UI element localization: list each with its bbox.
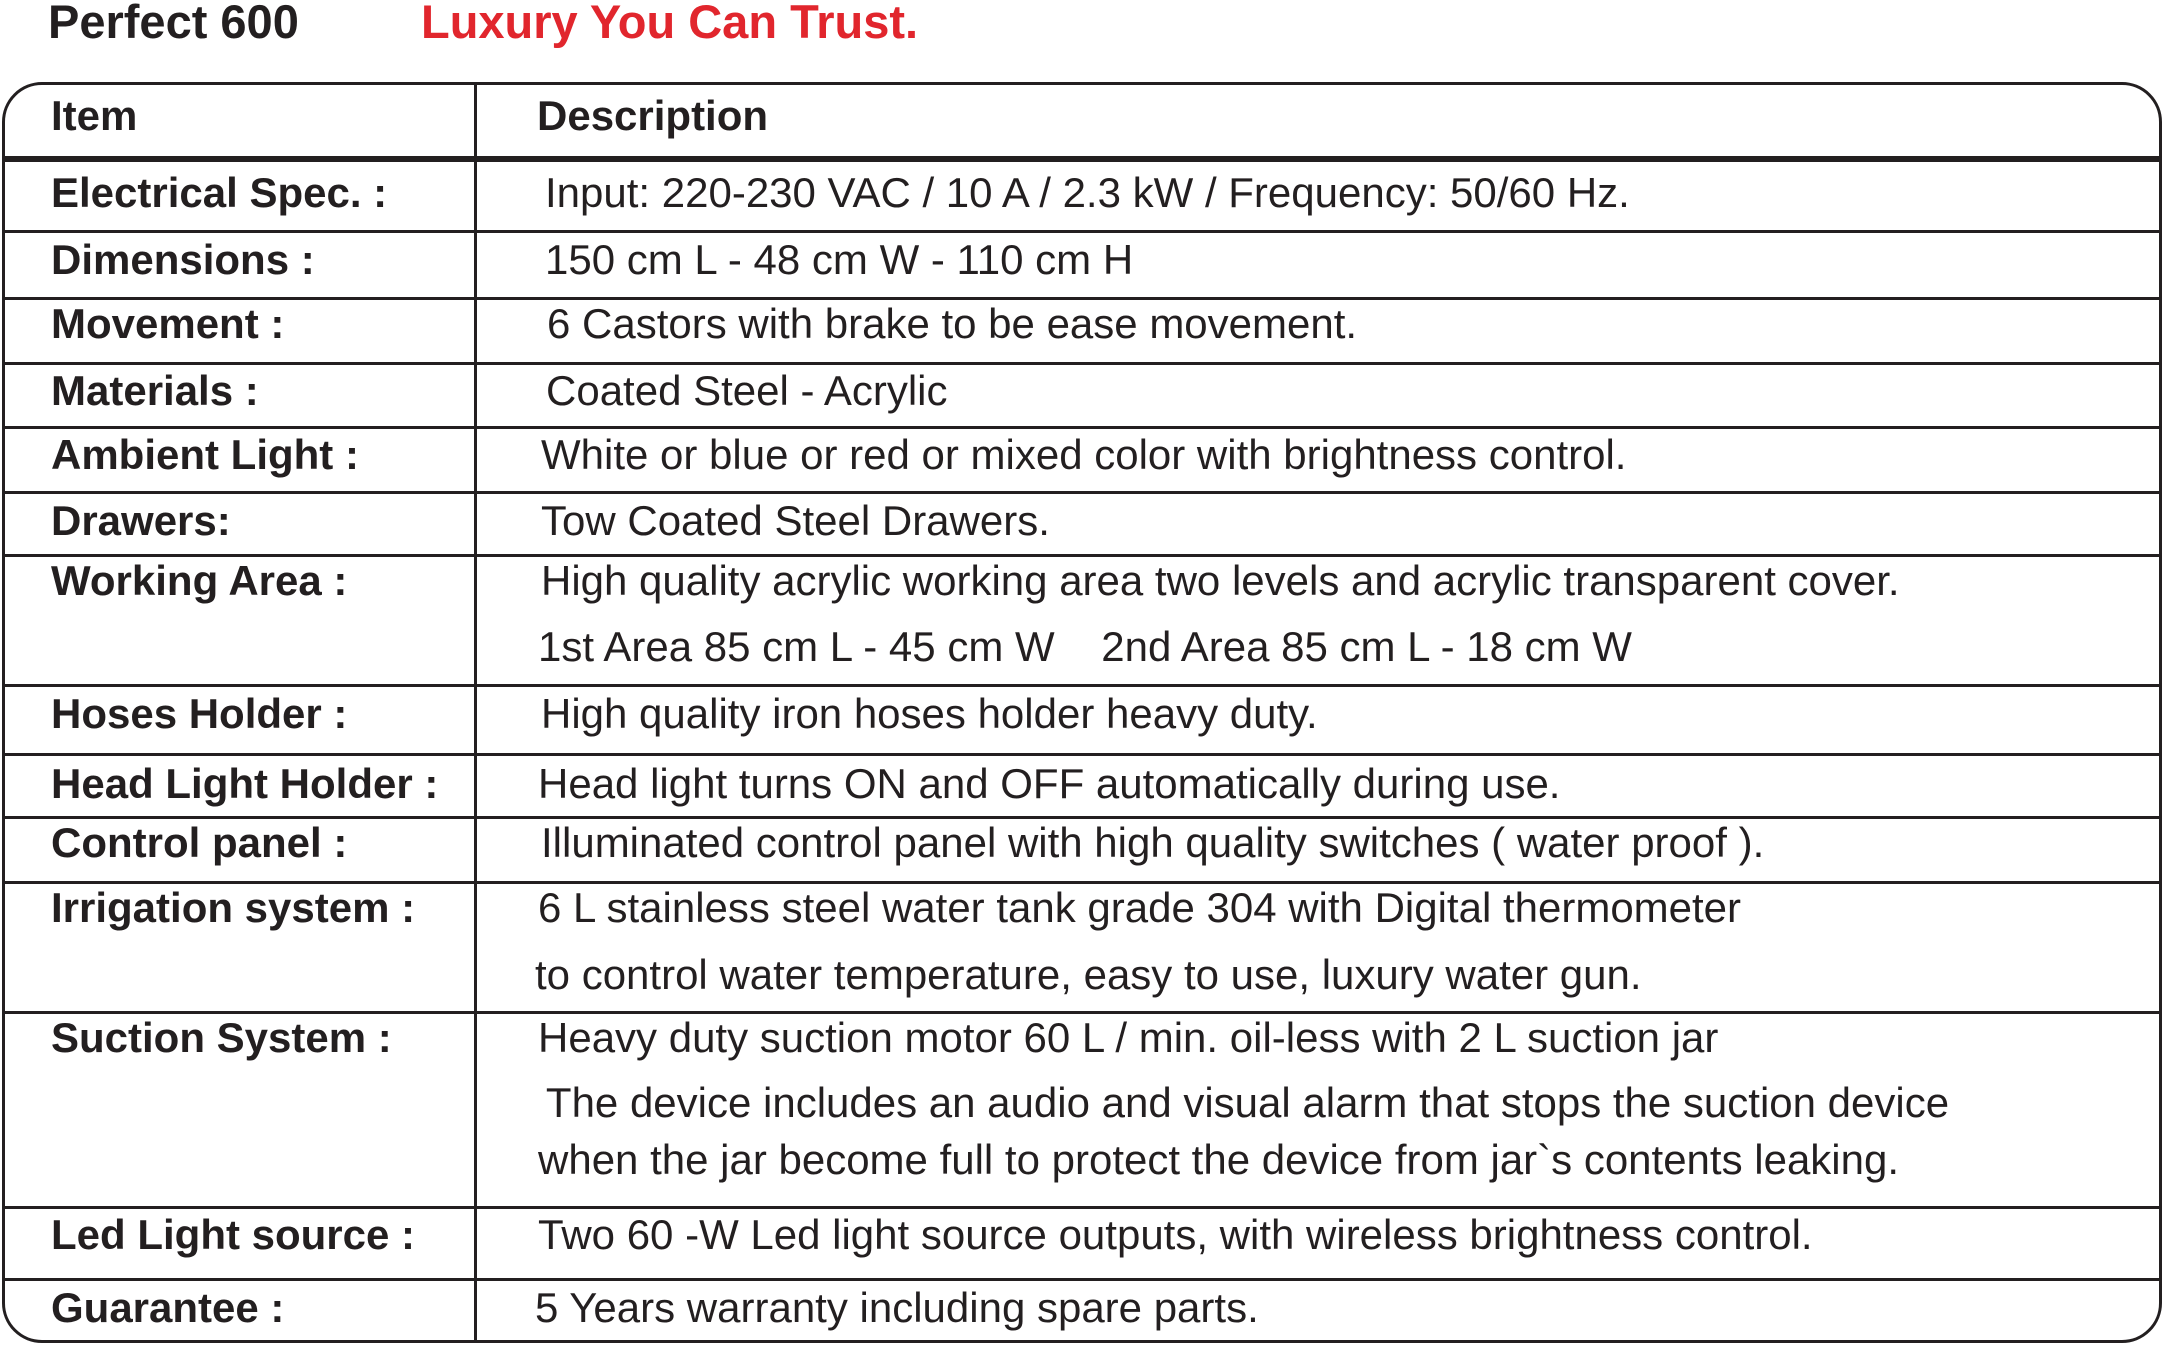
row-description-line: Two 60 -W Led light source outputs, with wireless brightness control. [538,1211,1813,1258]
table-row [5,230,2159,297]
row-label: Ambient Light : [51,431,359,478]
row-description-line: 150 cm L - 48 cm W - 110 cm H [545,236,1134,283]
table-row [5,816,2159,881]
row-label: Materials : [51,367,259,414]
row-description-line: The device includes an audio and visual alarm that stops the suction device [535,1079,1950,1126]
row-label: Working Area : [51,557,348,604]
table-row [5,297,2159,362]
row-label: Control panel : [51,819,348,866]
tagline: Luxury You Can Trust. [421,0,919,48]
row-label: Head Light Holder : [51,760,439,807]
row-description-line: 6 L stainless steel water tank grade 304 with Digital thermometer [538,884,1742,931]
row-label: Irrigation system : [51,884,416,931]
table-row [5,491,2159,554]
row-description-line: 6 Castors with brake to be ease movement. [547,300,1358,347]
row-description-line: High quality iron hoses holder heavy duty. [541,690,1318,737]
row-description-line: to control water temperature, easy to use, luxury water gun. [535,951,1642,998]
table-row [5,684,2159,753]
row-description-line: Tow Coated Steel Drawers. [541,497,1050,544]
table-row [5,1278,2159,1343]
column-header-item: Item [51,92,138,139]
row-label: Guarantee : [51,1284,285,1331]
page-heading [0,0,2166,58]
product-name: Perfect 600 [48,0,299,48]
table-row [5,362,2159,426]
table-row [5,1206,2159,1278]
table-row [5,159,2159,230]
row-label: Hoses Holder : [51,690,348,737]
table-row [5,1011,2159,1206]
table-row [5,426,2159,491]
row-label: Led Light source : [51,1211,416,1258]
row-label: Drawers: [51,497,231,544]
table-row [5,753,2159,816]
table-header-row [5,85,2159,159]
row-label: Movement : [51,300,285,347]
row-label: Electrical Spec. : [51,169,388,216]
column-header-description: Description [537,92,769,139]
row-label: Suction System : [51,1014,392,1061]
table-row [5,881,2159,1011]
row-description-line: 1st Area 85 cm L - 45 cm W 2nd Area 85 cm L - 18 cm W [538,623,1632,670]
row-description-line: Head light turns ON and OFF automatically during use. [538,760,1561,807]
row-description-line: High quality acrylic working area two levels and acrylic transparent cover. [541,557,1900,604]
row-description-line: Input: 220-230 VAC / 10 A / 2.3 kW / Frequency: 50/60 Hz. [545,169,1630,216]
row-label: Dimensions : [51,236,315,283]
row-description-line: Coated Steel - Acrylic [546,367,948,414]
row-description-line: 5 Years warranty including spare parts. [535,1284,1259,1331]
table-row [5,554,2159,684]
row-description-line: when the jar become full to protect the device from jar`s contents leaking. [538,1136,1900,1183]
row-description-line: White or blue or red or mixed color with brightness control. [541,431,1627,478]
spec-table [2,82,2162,1343]
row-description-line: Illuminated control panel with high quality switches ( water proof ). [541,819,1765,866]
row-description-line: Heavy duty suction motor 60 L / min. oil-less with 2 L suction jar [538,1014,1719,1061]
